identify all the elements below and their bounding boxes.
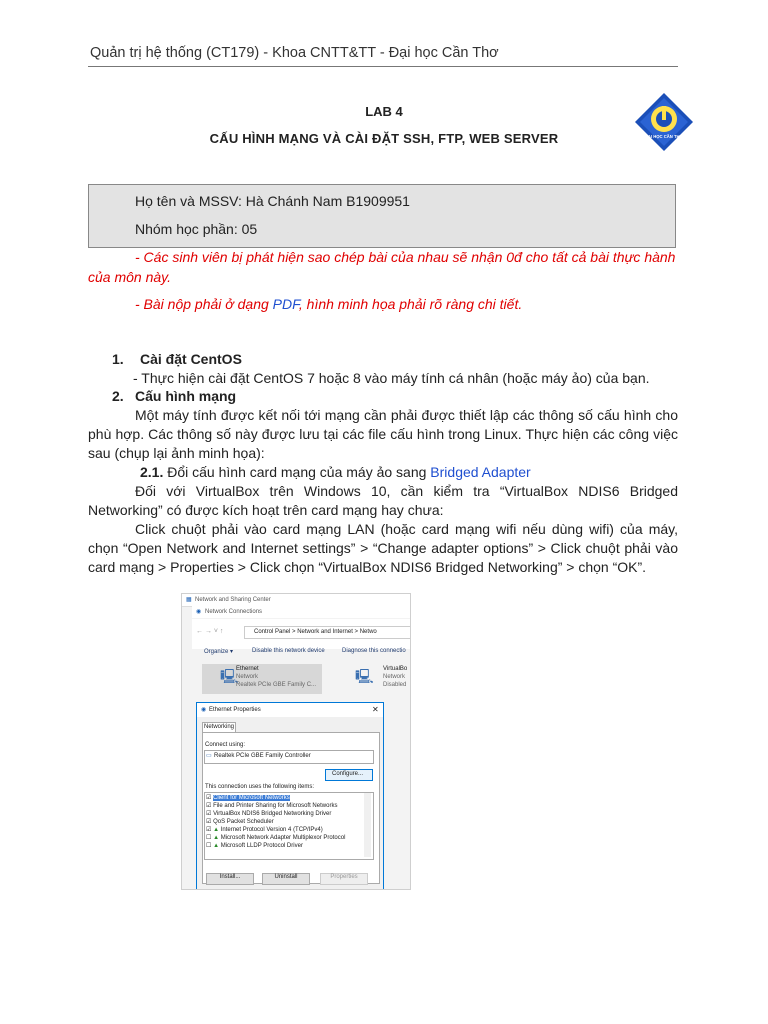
items-label: This connection uses the following items:	[205, 784, 315, 790]
pdf-text: PDF	[272, 296, 299, 312]
network-icon-2: ◉	[196, 609, 202, 615]
item-label: Microsoft Network Adapter Multiplexor Protocol	[220, 835, 346, 841]
item-label: Microsoft LLDP Protocol Driver	[220, 843, 303, 849]
section-1-title: Cài đặt CentOS	[140, 351, 242, 367]
section-1-number: 1.	[112, 351, 124, 367]
bridged-adapter-text: Bridged Adapter	[430, 464, 531, 480]
checkbox-checked-icon[interactable]: ☑	[206, 819, 212, 825]
list-item[interactable]	[206, 826, 323, 833]
document-title: CẤU HÌNH MẠNG VÀ CÀI ĐẶT SSH, FTP, WEB SERVER	[209, 131, 559, 146]
item-label: Internet Protocol Version 4 (TCP/IPv4)	[220, 827, 323, 833]
close-icon[interactable]: ✕	[372, 705, 379, 714]
install-button[interactable]: Install...	[206, 873, 254, 885]
items-scrollbar[interactable]	[364, 793, 371, 857]
nsc-title: Network and Sharing Center	[195, 597, 271, 603]
checkbox-checked-icon[interactable]: ☑	[206, 803, 212, 809]
student-name-id: Họ tên và MSSV: Hà Chánh Nam B1909951	[135, 193, 410, 209]
header-divider	[88, 66, 678, 67]
section-2-1-heading	[140, 463, 531, 482]
ethernet-adapter: Realtek PCIe GBE Family C...	[236, 682, 317, 688]
adapter-name: Realtek PCIe GBE Family Controller	[214, 753, 311, 759]
list-item[interactable]	[206, 810, 331, 817]
item-label: File and Printer Sharing for Microsoft Networks	[213, 803, 338, 809]
organize-button[interactable]: Organize ▾	[204, 649, 234, 655]
checkbox-checked-icon[interactable]: ☑	[206, 811, 212, 817]
ethernet-icon: ◉	[201, 707, 207, 713]
item-label: QoS Packet Scheduler	[213, 819, 274, 825]
section-2-title: Cấu hình mạng	[135, 388, 237, 404]
section-2-1-paragraph-2: Click chuột phải vào card mạng LAN (hoặc card mạng wifi nếu dùng wifi) của máy, chọn “Open Network and Internet settings” > “Change adapter options” > Click chuột phải vào card mạng > Properties > Click chọn “VirtualBox NDIS6 Bridged Networking” > chọn “OK”.	[88, 521, 678, 575]
checkbox-checked-icon[interactable]: ☑	[206, 827, 212, 833]
diagnose-button[interactable]: Diagnose this connectio	[342, 648, 406, 654]
protocol-icon: ▲	[213, 827, 220, 833]
submission-warning	[135, 296, 522, 312]
item-label: Client for Microsoft Networks	[213, 795, 290, 801]
ethernet-name: Ethernet	[236, 666, 259, 672]
checkbox-checked-icon[interactable]: ☑	[206, 795, 212, 801]
list-item[interactable]	[206, 818, 274, 825]
list-item[interactable]	[206, 794, 290, 801]
address-path: Control Panel > Network and Internet > Netwo	[254, 629, 377, 635]
section-2-paragraph: Một máy tính được kết nối tới mạng cần phải được thiết lập các thông số cấu hình cho phù hợp. Các thông số này được lưu tại các file cấu hình trong Linux. Thực hiện các công việc sau (chụp lại ảnh minh họa):	[88, 407, 678, 461]
vbox-status: Network	[383, 674, 406, 680]
list-item[interactable]	[206, 802, 337, 809]
protocol-icon: ▲	[213, 835, 220, 841]
network-properties-screenshot	[181, 593, 411, 890]
nc-title: Network Connections	[205, 609, 263, 615]
network-icon: ▦	[186, 597, 192, 603]
uninstall-button[interactable]: Uninstall	[262, 873, 310, 885]
ethernet-status: Network	[236, 674, 259, 680]
logo-text: ĐẠI HỌC CẦN THƠ	[644, 134, 684, 139]
checkbox-unchecked-icon[interactable]: ☐	[206, 835, 212, 841]
disable-device-button[interactable]: Disable this network device	[252, 648, 325, 654]
lab-number: LAB 4	[365, 104, 403, 119]
configure-label: Configure...	[332, 771, 364, 777]
list-item[interactable]	[206, 834, 345, 841]
properties-button[interactable]: Properties	[320, 873, 368, 885]
vbox-name: VirtualBo	[383, 666, 408, 672]
item-label: VirtualBox NDIS6 Bridged Networking Driver	[213, 811, 332, 817]
section-2-1-number: 2.1.	[140, 464, 164, 480]
connect-using-label: Connect using:	[205, 742, 246, 748]
adapter-icon: ▭	[206, 753, 212, 759]
submission-warning-a: - Bài nộp phải ở dạng	[135, 296, 273, 312]
section-2-1-text: Đổi cấu hình card mạng của máy ảo sang	[163, 464, 431, 480]
vbox-state: Disabled	[383, 682, 407, 688]
vbox-adapter-icon: 🖳	[355, 668, 374, 684]
course-group: Nhóm học phần: 05	[135, 221, 258, 237]
page-header: Quản trị hệ thống (CT179) - Khoa CNTT&TT - Đại học Cần Thơ	[90, 45, 499, 61]
plagiarism-warning: - Các sinh viên bị phát hiện sao chép bài của nhau sẽ nhận 0đ cho tất cả bài thực hành	[135, 249, 676, 265]
nav-arrows-icon[interactable]: ← → ˅ ↑	[196, 628, 224, 635]
ethernet-adapter-icon: 🖳	[220, 668, 239, 684]
tab-networking-label: Networking	[204, 724, 235, 730]
section-2-number: 2.	[112, 388, 124, 404]
list-item[interactable]	[206, 842, 303, 849]
section-1-text: - Thực hiện cài đặt CentOS 7 hoặc 8 vào máy tính cá nhân (hoặc máy ảo) của bạn.	[133, 370, 650, 386]
protocol-icon: ▲	[213, 843, 220, 849]
dialog-title: Ethernet Properties	[209, 707, 261, 713]
university-logo	[634, 92, 694, 152]
checkbox-unchecked-icon[interactable]: ☐	[206, 843, 212, 849]
section-2-1-paragraph-1: Đối với VirtualBox trên Windows 10, cần kiểm tra “VirtualBox NDIS6 Bridged Networking” có được kích hoạt trên card mạng hay chưa:	[88, 483, 678, 518]
plagiarism-warning-cont: của môn này.	[88, 269, 172, 285]
submission-warning-b: , hình minh họa phải rõ ràng chi tiết.	[298, 296, 523, 312]
